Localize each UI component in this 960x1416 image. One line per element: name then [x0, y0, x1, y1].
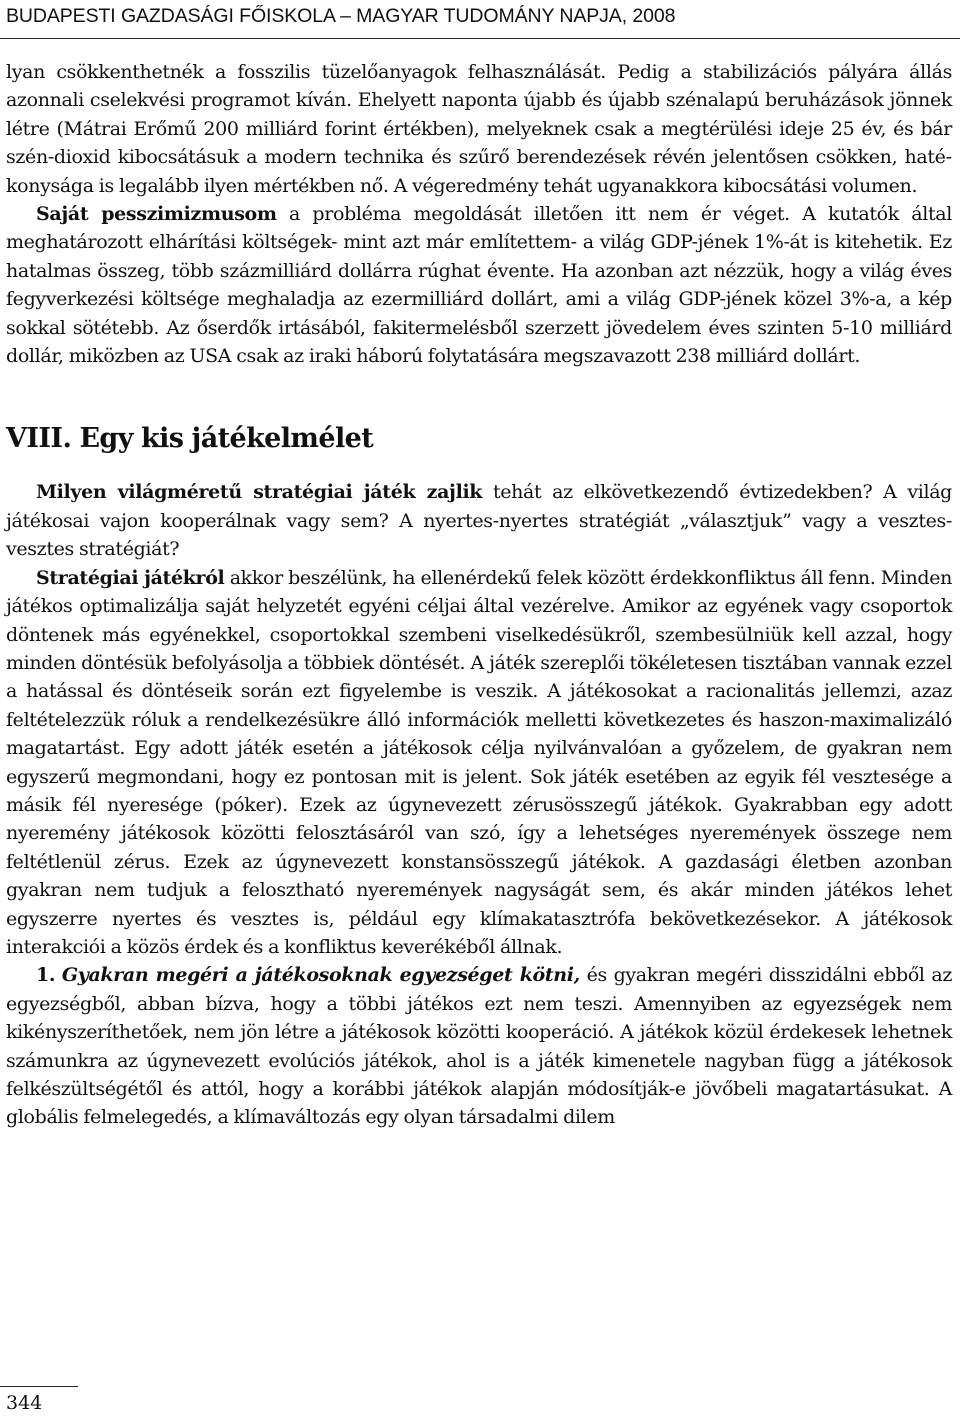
header-divider [0, 38, 960, 39]
bold-phrase-game-question: Milyen világméretű stratégiai játék zajlik [36, 481, 483, 504]
paragraph-numbered-point-1-text: és gyakran megéri disszidálni ebből az egyezségből, abban bízva, hogy a többi játékos ezt nem teszi. Amennyiben az egyezségek nem kikényszeríthetőek, nem jön létre a játékosok közötti kooperáció. A játékok közül érdekesek lehetnek számunkra az úgynevezett evolúciós játékok, ahol is a játék kimenetele nagyban függ a játékosok felkészültségétől és attól, hogy a korábbi játékok alapján módosítják-e jövőbeli magatartásukat. A globális felmelegedés, a klímaváltozás egy olyan társadalmi dilem [6, 964, 952, 1129]
paragraph-numbered-point-1 [6, 961, 952, 1131]
page-number: 344 [6, 1392, 43, 1414]
paragraph-strategic-games [6, 564, 952, 962]
bold-phrase-strategic-games: Stratégiai játékról [36, 566, 225, 589]
page-body [6, 58, 952, 1132]
paragraph-strategic-games-text: akkor beszélünk, ha ellenérdekű felek között érdekkonfliktus áll fenn. Minden játékos optimalizálja saját helyzetét egyéni céljai által vezérelve. Amikor az egyének vagy csoportok döntenek más egyénekkel, csoportokkal szembeni viselkedésükről, szembesülniük kell azzal, hogy minden döntésük befolyásolja a többiek döntését. A játék szereplői tökéletesen tisztában vannak ezzel a hatással és döntéseik során ezt figyelembe is veszik. A játékosokat a racionalitás jellemzi, azaz feltételezzük róluk a rendelkezésükre álló információk melletti következetes és haszon-maximalizáló magatartást. Egy adott játék esetén a játékosok célja nyilvánvalóan a győzelem, de gyakran nem egyszerű megmondani, hogy ez pontosan mit is jelent. Sok játék esetében az egyik fél vesztesége a másik fél nyeresége (póker). Ezek az úgynevezett zérusösszegű játékok. Gyakrabban egy adott nyeremény játékosok közötti felosztásáról van szó, így a lehetséges nyeremények összege nem feltétlenül zérus. Ezek az úgynevezett konstansösszegű játékok. A gazdasági életben azonban gyakran nem tudjuk a felosztható nyeremények nagyságát sem, és akár minden játékos lehet egyszerre nyertes és vesztes is, például egy klímakatasztrófa bekövetkezésekor. A játékosok interakciói a közös érdek és a konfliktus keverékéből állnak. [6, 566, 953, 958]
section-heading: VIII. Egy kis játékelmélet [6, 423, 374, 455]
paragraph-fossil-fuels: lyan csökkenthetnék a fosszilis tüzelőanyagok felhasználását. Pedig a stabilizációs pályára állás azonnali cselekvési programot kíván. Ehelyett naponta újabb és újabb szénalapú beruházások jönnek létre (Mátrai Erőmű 200 milliárd forint értékben), melyeknek csak a megtérülési ideje 25 év, és bár szén-dioxid kibocsátásuk a modern technika és szűrő berendezések révén jelentősen csökken, hatékonysága is legalább ilyen mértékben nő. A végeredmény tehát ugyanakkora kibocsátási volumen. [6, 61, 952, 197]
running-header: BUDAPESTI GAZDASÁGI FŐISKOLA – MAGYAR TUDOMÁNY NAPJA, 2008 [6, 5, 676, 27]
list-number: 1. [36, 964, 56, 987]
paragraph-pessimism [6, 200, 952, 370]
footer-divider [0, 1386, 78, 1387]
bold-phrase-pessimism: Saját pesszimizmusom [36, 203, 277, 226]
paragraph-pessimism-text: a probléma megoldását illetően itt nem ér véget. A kutatók által meghatározott elhárítási költségek- mint azt már említettem- a világ GDP-jének 1%-át is kitehetik. Ez hatalmas összeg, több százmilliárd dollárra rúghat évente. Ha azonban azt nézzük, hogy a világ éves fegyverkezési költsége meghaladja az ezermilliárd dollárt, ami a világ GDP-jének közel 3%-a, a kép sokkal sötétebb. Az őserdők irtásából, fakitermelésből szerzett jövedelem éves szinten 5-10 milliárd dollár, miközben az USA csak az iraki háború folytatására megszavazott 238 milliárd dollárt. [6, 203, 952, 368]
paragraph-strategic-game-question-text: tehát az elkövetkezendő évtizedekben? A világ játékosai vajon kooperálnak vagy sem? A nyertes-nyertes stratégiát „választjuk” vagy a vesztes-vesztes stratégiát? [6, 481, 952, 561]
paragraph-strategic-game-question [6, 478, 952, 563]
bold-italic-phrase-agreement: Gyakran megéri a játékosoknak egyezséget kötni, [61, 964, 580, 987]
